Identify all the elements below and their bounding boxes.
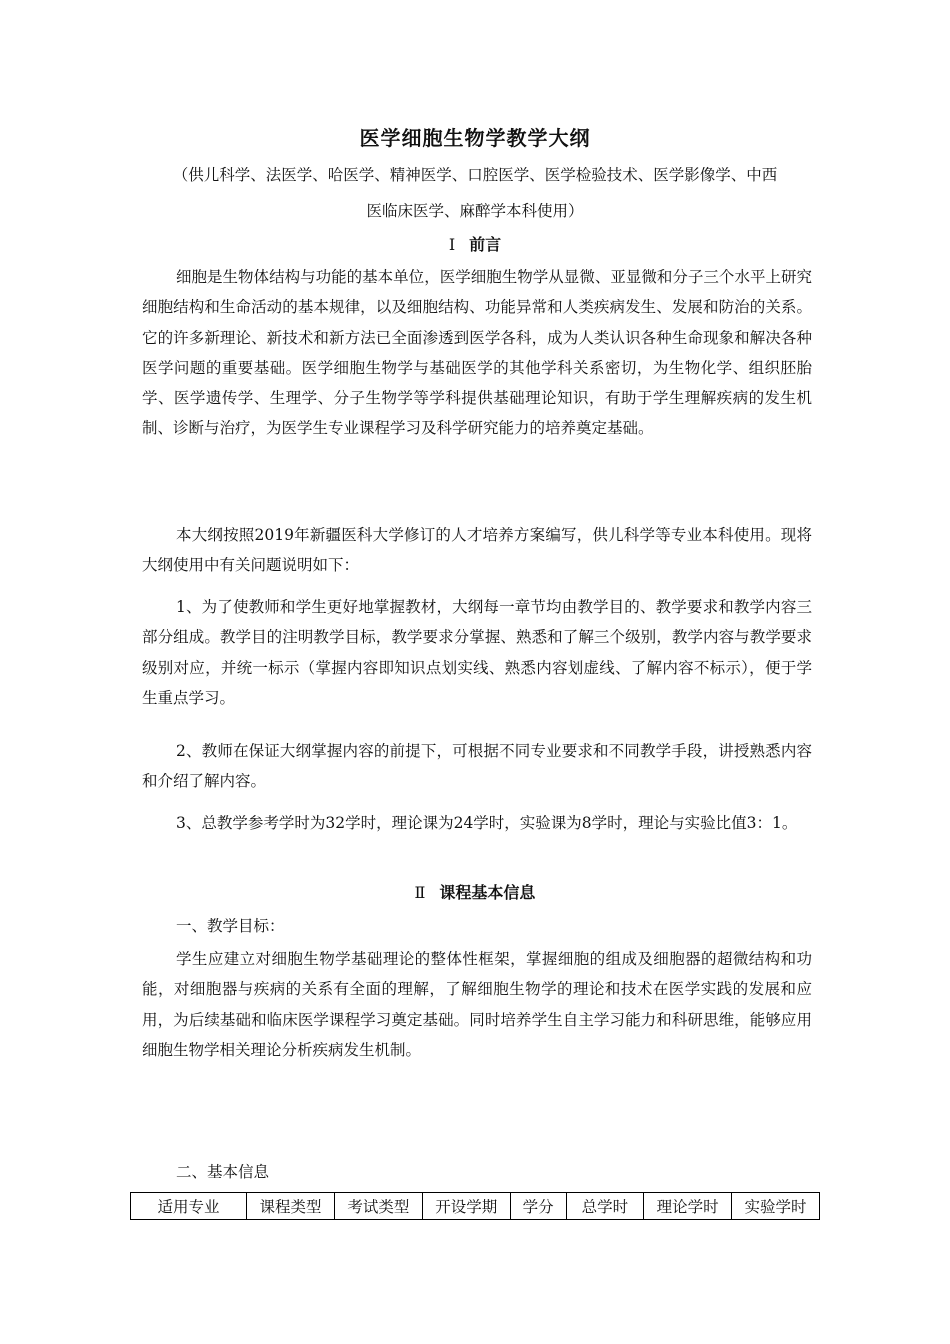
section-number: Ⅱ — [414, 883, 426, 902]
table-header-cell: 考试类型 — [334, 1193, 422, 1220]
paragraph: 学生应建立对细胞生物学基础理论的整体性框架，掌握细胞的组成及细胞器的超微结构和功能，对细胞器与疾病的关系有全面的理解，了解细胞生物学的理论和技术在医学实践的发展和应用，为后续基础和临床医学课程学习奠定基础。同时培养学生自主学习能力和科研思维，能够应用细胞生物学相关理论分析疾病发生机制。 — [142, 950, 812, 1059]
table-header-cell: 适用专业 — [131, 1193, 247, 1220]
table-header-cell: 实验学时 — [732, 1193, 820, 1220]
subheading-basic-info: 二、基本信息 — [176, 1163, 270, 1181]
paragraph: 1、为了使教师和学生更好地掌握教材，大纲每一章节均由教学目的、教学要求和教学内容三部分组成。教学目的注明教学目标，教学要求分掌握、熟悉和了解三个级别，教学内容与教学要求级别对应，并统一标示（掌握内容即知识点划实线、熟悉内容划虚线、了解内容不标示），便于学生重点学习。 — [142, 598, 812, 707]
subtitle-line-2: 医临床医学、麻醉学本科使用） — [366, 202, 584, 220]
section-heading-preface — [0, 232, 950, 255]
table-header-cell: 理论学时 — [644, 1193, 732, 1220]
document-subtitle — [140, 157, 810, 229]
section-number: Ⅰ — [448, 235, 456, 254]
section-heading-course-info — [0, 880, 950, 903]
section-title: 课程基本信息 — [439, 883, 536, 902]
document-title: 医学细胞生物学教学大纲 — [359, 126, 591, 150]
table-header-cell: 学分 — [510, 1193, 566, 1220]
table-header-cell: 总学时 — [566, 1193, 644, 1220]
table-header-row — [131, 1193, 820, 1220]
paragraph: 2、教师在保证大纲掌握内容的前提下，可根据不同专业要求和不同教学手段，讲授熟悉内容和介绍了解内容。 — [142, 742, 812, 791]
paragraph: 本大纲按照2019年新疆医科大学修订的人才培养方案编写，供儿科学等专业本科使用。现将大纲使用中有关问题说明如下： — [142, 526, 812, 575]
subheading-teaching-goals: 一、教学目标： — [176, 917, 285, 935]
table-header-cell: 课程类型 — [247, 1193, 335, 1220]
subtitle-line-1: （供儿科学、法医学、哈医学、精神医学、口腔医学、医学检验技术、医学影像学、中西 — [172, 166, 778, 184]
paragraph: 细胞是生物体结构与功能的基本单位，医学细胞生物学从显微、亚显微和分子三个水平上研究细胞结构和生命活动的基本规律，以及细胞结构、功能异常和人类疾病发生、发展和防治的关系。它的许多新理论、新技术和新方法已全面渗透到医学各科，成为人类认识各种生命现象和解决各种医学问题的重要基础。医学细胞生物学与基础医学的其他学科关系密切，为生物化学、组织胚胎学、医学遗传学、生理学、分子生物学等学科提供基础理论知识，有助于学生理解疾病的发生机制、诊断与治疗，为医学生专业课程学习及科学研究能力的培养奠定基础。 — [142, 268, 812, 438]
paragraph: 3、总教学参考学时为32学时，理论课为24学时，实验课为8学时，理论与实验比值3：1。 — [176, 814, 798, 832]
table-header-cell: 开设学期 — [422, 1193, 510, 1220]
section-title: 前言 — [469, 235, 502, 254]
basic-info-table — [130, 1192, 820, 1220]
